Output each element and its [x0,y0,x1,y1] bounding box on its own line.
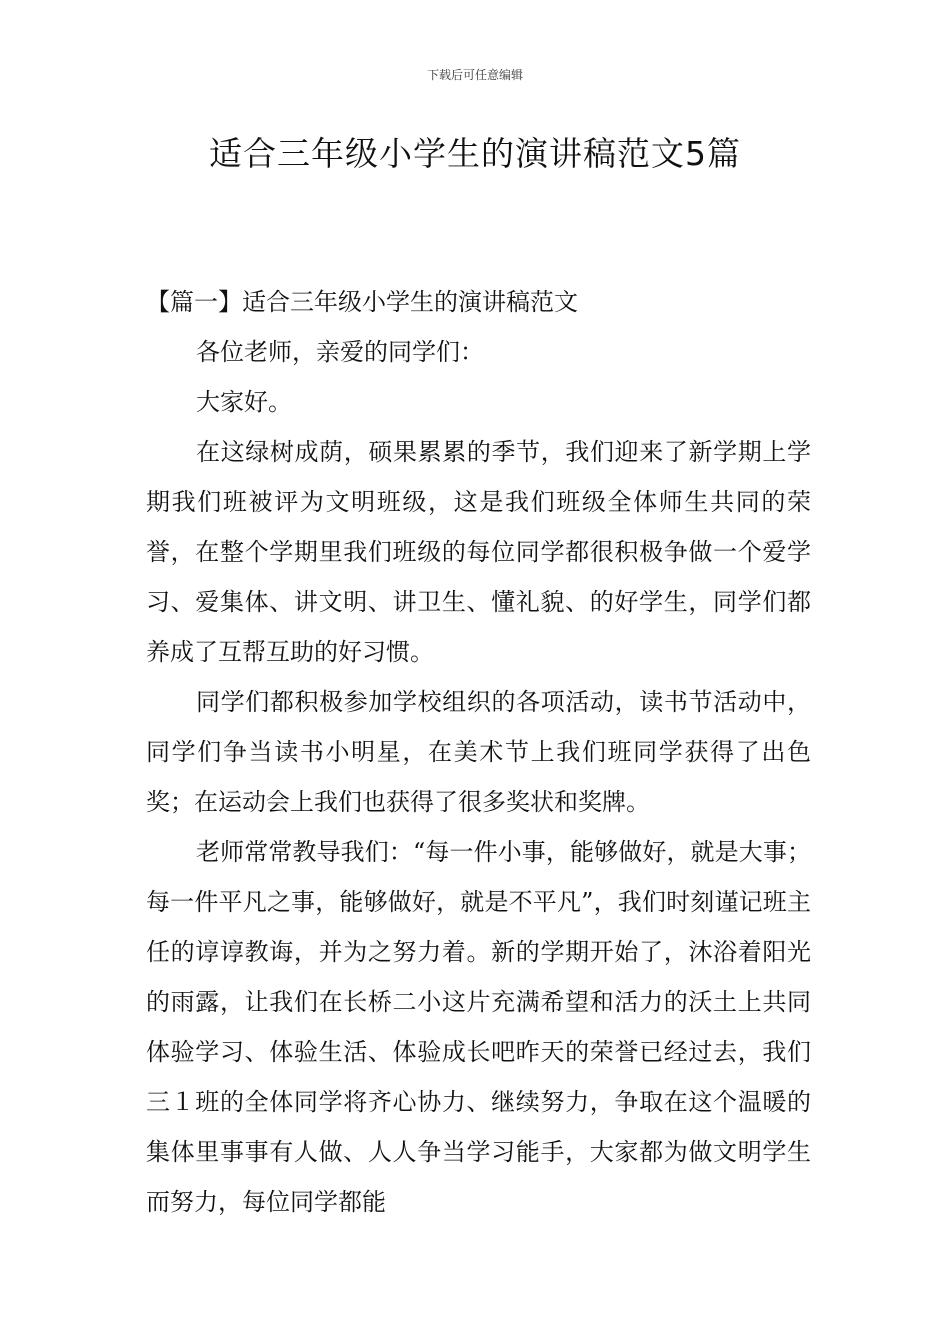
paragraph-salutation: 各位老师，亲爱的同学们： [196,338,484,366]
document-body [146,277,811,1227]
paragraph: 在这绿树成荫，硕果累累的季节，我们迎来了新学期上学期我们班被评为文明班级，这是我们班级全体师生共同的荣誉，在整个学期里我们班级的每位同学都很积极争做一个爱学习、爱集体、讲文明、讲卫生、懂礼貌、的好学生，同学们都养成了互帮互助的好习惯。 [146,438,811,666]
section-heading: 【篇一】适合三年级小学生的演讲稿范文 [146,288,578,316]
paragraph: 老师常常教导我们：“每一件小事，能够做好，就是大事；每一件平凡之事，能够做好，就是不平凡”，我们时刻谨记班主任的谆谆教诲，并为之努力着。新的学期开始了，沐浴着阳光的雨露，让我们在长桥二小这片充满希望和活力的沃土上共同体验学习、体验生活、体验成长吧昨天的荣誉已经过去，我们三１班的全体同学将齐心协力、继续努力，争取在这个温暖的集体里事事有人做、人人争当学习能手，大家都为做文明学生而努力，每位同学都能 [146,838,811,1216]
header-note: 下载后可任意编辑 [426,68,523,82]
document-title: 适合三年级小学生的演讲稿范文5篇 [209,134,741,173]
paragraph: 同学们都积极参加学校组织的各项活动，读书节活动中，同学们争当读书小明星，在美术节上我们班同学获得了出色奖；在运动会上我们也获得了很多奖状和奖牌。 [146,688,811,816]
paragraph-greeting: 大家好。 [196,388,292,416]
